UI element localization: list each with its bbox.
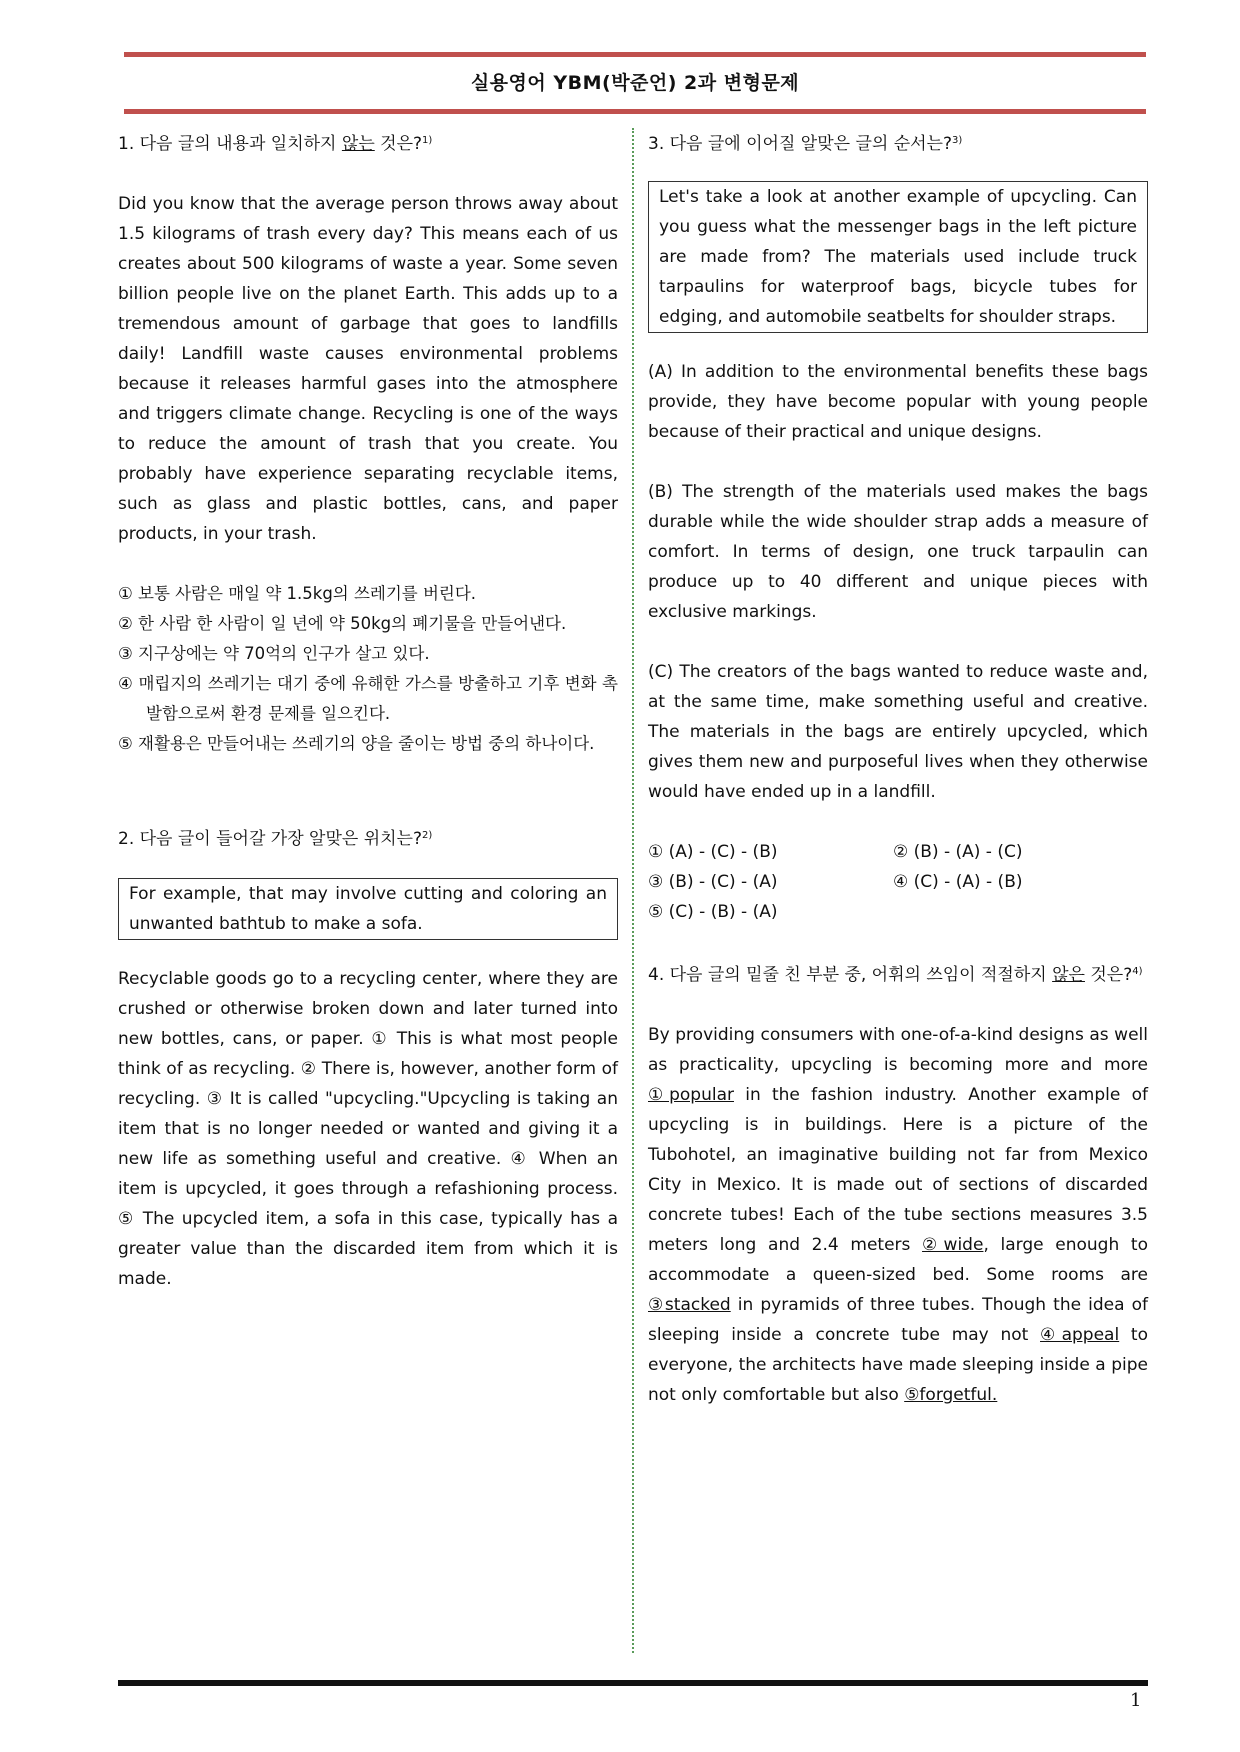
question-4-title: 4. 다음 글의 밑줄 친 부분 중, 어휘의 쓰임이 적절하지 않은 것은?$^{4)}$ xyxy=(648,965,1143,985)
choice-2[interactable]: ② 한 사람 한 사람이 일 년에 약 50kg의 폐기물을 만들어낸다. xyxy=(118,614,567,633)
question-2-passage: Recyclable goods go to a recycling center, where they are crushed or otherwise broken down and later turned into new bottles, cans, or paper. ① This is what most people think of as recycling. ② There is, however, another form of recycling. ③ It is called "upcycling."Upcycling is taking an item that is no longer needed or wanted and giving it a new life as something useful and creative. ④ When an item is upcycled, it goes through a refashioning process. ⑤ The upcycled item, a sofa in this case, typically has a greater value than the discarded item from which it is made. xyxy=(118,969,618,1289)
footnote-ref-1: 1) xyxy=(422,135,433,146)
left-column xyxy=(118,126,618,1294)
footnote-ref-2: 2) xyxy=(422,830,433,841)
choice-3[interactable]: ③ 지구상에는 약 70억의 인구가 살고 있다. xyxy=(118,644,430,663)
choice-3[interactable]: ③ (B) - (C) - (A) xyxy=(648,872,778,892)
question-4-passage: By providing consumers with one-of-a-kind designs as well as practicality, upcycling is becoming more and more ①popular in the fashion industry. Another example of upcycling is in buildings. Here is a picture of the Tubohotel, an imaginative building not far from Mexico City in Mexico. It is made out of sections of discarded concrete tubes! Each of the tube sections measures 3.5 meters long and 2.4 meters ②wide, large enough to accommodate a queen-sized bed. Some rooms are ③stacked in pyramids of three tubes. Though the idea of sleeping inside a concrete tube may not ④appeal to everyone, the architects have made sleeping inside a pipe not only comfortable but also ⑤forgetful. xyxy=(648,1025,1148,1405)
underlined-option-3[interactable]: ③stacked xyxy=(648,1295,731,1315)
question-3-title: 3. 다음 글에 이어질 알맞은 글의 순서는?$^{3)}$ xyxy=(648,134,963,154)
page-title: 실용영어 YBM(박준언) 2과 변형문제 xyxy=(470,72,800,94)
question-1-passage: Did you know that the average person throws away about 1.5 kilograms of trash every day? This means each of us creates about 500 kilograms of waste a year. Some seven billion people live on the planet Earth. This adds up to a tremendous amount of garbage that goes to landfills daily! Landfill waste causes environmental problems because it releases harmful gases into the atmosphere and triggers climate change. Recycling is one of the ways to reduce the amount of trash that you create. You probably have experience separating recyclable items, such as glass and plastic bottles, cans, and paper products, in your trash. xyxy=(118,194,618,544)
right-column xyxy=(648,126,1148,1410)
question-3-choices xyxy=(648,837,1148,927)
header-rule-bottom xyxy=(124,109,1146,114)
question-2-title: 2. 다음 글이 들어갈 가장 알맞은 위치는?$^{2)}$ xyxy=(118,829,433,849)
header-rule-top xyxy=(124,52,1146,57)
choice-4[interactable]: ④ (C) - (A) - (B) xyxy=(893,872,1023,892)
question-2-given-sentence: For example, that may involve cutting and coloring an unwanted bathtub to make a sofa. xyxy=(118,878,618,940)
choice-5[interactable]: ⑤ (C) - (B) - (A) xyxy=(648,902,778,922)
paragraph-c: (C) The creators of the bags wanted to reduce waste and, at the same time, make something useful and creative. The materials in the bags are entirely upcycled, which gives them new and purposeful lives when they otherwise would have ended up in a landfill. xyxy=(648,662,1148,802)
choice-5[interactable]: ⑤ 재활용은 만들어내는 쓰레기의 양을 줄이는 방법 중의 하나이다. xyxy=(118,734,595,753)
question-1-title: 1. 다음 글의 내용과 일치하지 않는 것은?$^{1)}$ xyxy=(118,134,433,154)
footer-rule xyxy=(118,1680,1148,1686)
footnote-ref-4: 4) xyxy=(1132,966,1143,977)
paragraph-b: (B) The strength of the materials used makes the bags durable while the wide shoulder strap adds a measure of comfort. In terms of design, one truck tarpaulin can produce up to 40 different and unique pieces with exclusive markings. xyxy=(648,482,1148,622)
underlined-option-2[interactable]: ②wide xyxy=(922,1235,984,1255)
choice-4[interactable]: ④ 매립지의 쓰레기는 대기 중에 유해한 가스를 방출하고 기후 변화 촉발함으로써 환경 문제를 일으킨다. xyxy=(118,674,618,723)
choice-2[interactable]: ② (B) - (A) - (C) xyxy=(893,842,1023,862)
paragraph-a: (A) In addition to the environmental benefits these bags provide, they have become popular with young people because of their practical and unique designs. xyxy=(648,362,1148,442)
column-divider xyxy=(632,128,634,1653)
choice-1[interactable]: ① 보통 사람은 매일 약 1.5kg의 쓰레기를 버린다. xyxy=(118,584,477,603)
choice-1[interactable]: ① (A) - (C) - (B) xyxy=(648,842,778,862)
footnote-ref-3: 3) xyxy=(952,135,963,146)
question-1-choices xyxy=(118,579,618,759)
underlined-option-4[interactable]: ④appeal xyxy=(1040,1325,1120,1345)
underlined-option-1[interactable]: ①popular xyxy=(648,1085,734,1105)
page-number: 1 xyxy=(1130,1690,1142,1711)
question-3-intro-box: Let's take a look at another example of upcycling. Can you guess what the messenger bags in the left picture are made from? The materials used include truck tarpaulins for waterproof bags, bicycle tubes for edging, and automobile seatbelts for shoulder straps. xyxy=(648,181,1148,333)
underlined-option-5[interactable]: ⑤forgetful. xyxy=(904,1385,998,1405)
